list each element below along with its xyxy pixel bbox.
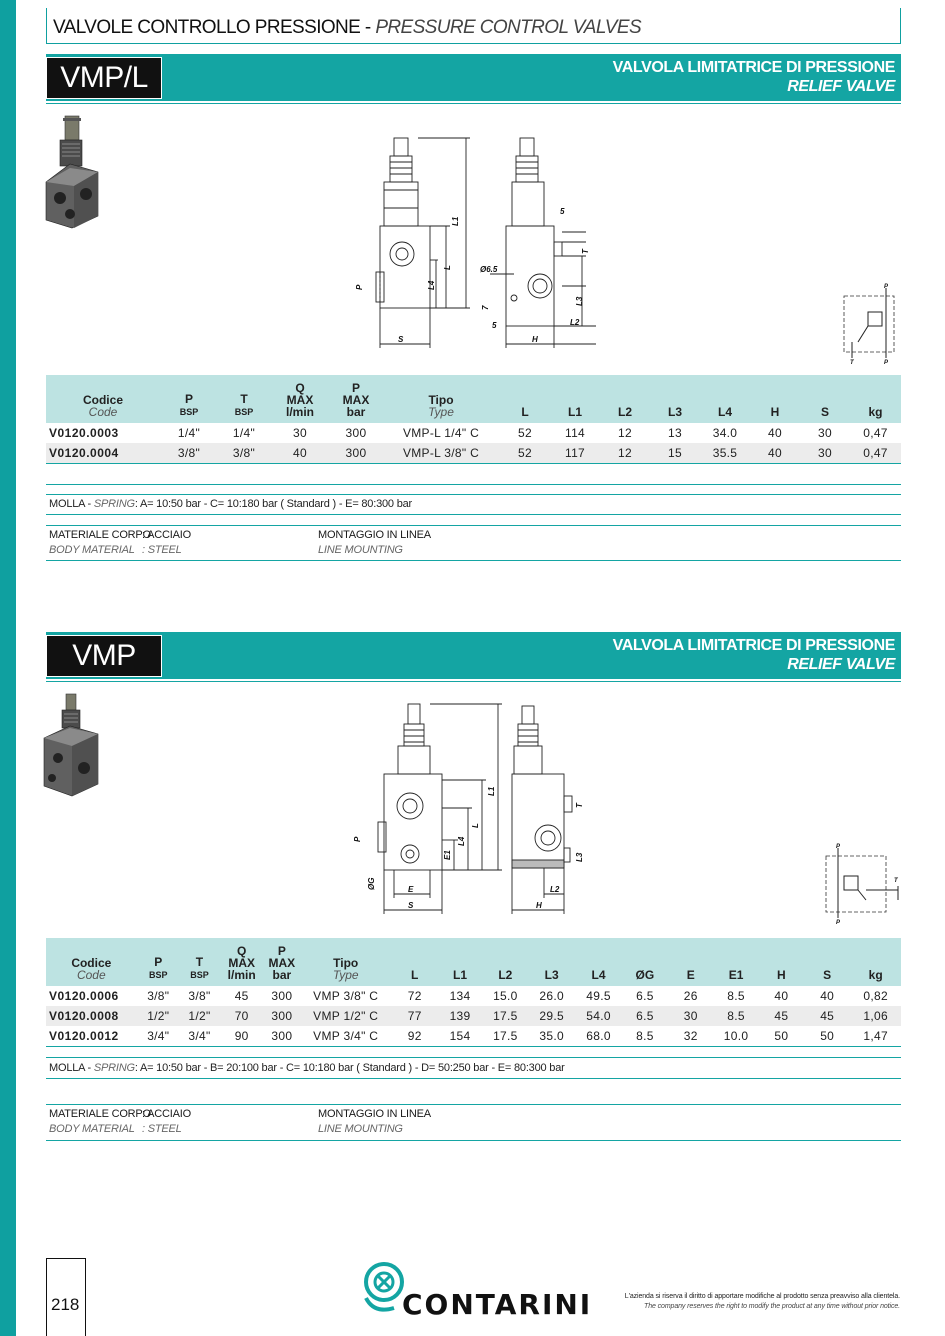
dim-label: L2 bbox=[550, 885, 560, 894]
technical-drawing-vmp bbox=[350, 700, 600, 918]
divider bbox=[46, 1057, 901, 1058]
page-header bbox=[46, 8, 901, 44]
col-header: S bbox=[804, 938, 850, 986]
material-info: MATERIALE CORPO : ACCIAIO BODY MATERIAL : STEEL MONTAGGIO IN LINEA LINE MOUNTING bbox=[49, 529, 431, 556]
col-header: L2 bbox=[483, 938, 528, 986]
col-header: Tipo Type bbox=[299, 938, 392, 986]
side-accent-strip bbox=[0, 0, 16, 1336]
col-header: L4 bbox=[575, 938, 621, 986]
divider bbox=[46, 1078, 901, 1079]
col-header: L1 bbox=[550, 375, 600, 423]
divider bbox=[46, 494, 901, 495]
col-header: Q MAX l/min bbox=[219, 938, 264, 986]
dim-label: E bbox=[408, 885, 414, 894]
table-row: V0120.0003 1/4" 1/4" 30 300 VMP-L 1/4" C 52 114 12 13 34.0 40 30 0,47 bbox=[49, 426, 888, 440]
hydraulic-symbol-vmp bbox=[820, 842, 904, 926]
col-header: P MAX bar bbox=[264, 938, 299, 986]
dim-label: Ø6.5 bbox=[480, 265, 498, 274]
col-header: L3 bbox=[650, 375, 700, 423]
col-header: L1 bbox=[437, 938, 482, 986]
divider bbox=[46, 560, 901, 561]
dim-label: ØG bbox=[367, 877, 376, 890]
port-label: P bbox=[884, 360, 889, 366]
dim-label: 5 bbox=[492, 321, 497, 330]
port-label: T bbox=[894, 878, 898, 884]
model-label: VMP bbox=[46, 635, 162, 677]
divider bbox=[46, 514, 901, 515]
divider bbox=[46, 484, 901, 485]
col-header: kg bbox=[850, 375, 901, 423]
dim-label: L4 bbox=[427, 280, 436, 290]
col-header: H bbox=[750, 375, 800, 423]
dim-label: T bbox=[575, 803, 584, 808]
section-title: VALVOLA LIMITATRICE DI PRESSIONE RELIEF VALVE bbox=[612, 637, 895, 673]
dim-label: L1 bbox=[487, 786, 496, 796]
col-header: L4 bbox=[700, 375, 750, 423]
divider bbox=[46, 681, 901, 682]
dim-label: P bbox=[355, 284, 364, 290]
divider bbox=[46, 1104, 901, 1105]
table-row: V0120.0006 3/8" 3/8" 45 300 VMP 3/8" C 72 134 15.0 26.0 49.5 6.5 26 8.5 40 40 0,82 bbox=[49, 989, 888, 1003]
dim-label: H bbox=[532, 335, 538, 344]
technical-drawing-vmpl bbox=[350, 130, 600, 350]
brand-name: CONTARINI bbox=[402, 1288, 593, 1321]
section-band-vmp bbox=[46, 632, 901, 679]
port-label: P bbox=[836, 920, 841, 926]
col-header: L3 bbox=[528, 938, 575, 986]
dim-label: S bbox=[398, 335, 404, 344]
page-title: VALVOLE CONTROLLO PRESSIONE - PRESSURE CONTROL VALVES bbox=[53, 17, 642, 38]
spec-table-vmp bbox=[46, 938, 901, 1047]
dim-label: L2 bbox=[570, 318, 580, 327]
product-photo-vmpl bbox=[40, 112, 106, 232]
col-header: L bbox=[500, 375, 550, 423]
dim-label: L bbox=[471, 823, 480, 828]
col-header: E bbox=[668, 938, 713, 986]
table-row: V0120.0004 3/8" 3/8" 40 300 VMP-L 3/8" C 52 117 12 15 35.5 40 30 0,47 bbox=[46, 443, 901, 463]
col-header: ØG bbox=[622, 938, 668, 986]
col-header: E1 bbox=[713, 938, 758, 986]
col-header: P BSP bbox=[137, 938, 180, 986]
col-header: kg bbox=[850, 938, 901, 986]
divider bbox=[46, 1140, 901, 1141]
material-info: MATERIALE CORPO : ACCIAIO BODY MATERIAL : STEEL MONTAGGIO IN LINEA LINE MOUNTING bbox=[49, 1108, 431, 1135]
col-header: T BSP bbox=[180, 938, 219, 986]
col-header: Q MAX l/min bbox=[270, 375, 330, 423]
col-header: T BSP bbox=[218, 375, 270, 423]
section-band-vmpl bbox=[46, 54, 901, 101]
spring-note: MOLLA - SPRING: A= 10:50 bar - C= 10:180 bar ( Standard ) - E= 80:300 bar bbox=[49, 498, 412, 510]
col-header: Codice Code bbox=[46, 375, 160, 423]
col-header: L bbox=[392, 938, 437, 986]
brand-logo-icon bbox=[360, 1258, 408, 1316]
col-header: P BSP bbox=[160, 375, 218, 423]
col-header: Tipo Type bbox=[382, 375, 500, 423]
dim-label: T bbox=[581, 249, 590, 254]
dim-label: L bbox=[443, 265, 452, 270]
disclaimer: L'azienda si riserva il diritto di apportare modifiche al prodotto senza preavviso alla clientela. The company reserves the right to modify the product at any time without prior notice. bbox=[624, 1293, 900, 1310]
divider bbox=[46, 525, 901, 526]
port-label: T bbox=[850, 360, 854, 366]
spring-note: MOLLA - SPRING: A= 10:50 bar - B= 20:100 bar - C= 10:180 bar ( Standard ) - D= 50:250 bar - E= 80:300 bar bbox=[49, 1062, 565, 1074]
col-header: P MAX bar bbox=[330, 375, 382, 423]
dim-label: 7 bbox=[481, 305, 490, 310]
table-row: V0120.0012 3/4" 3/4" 90 300 VMP 3/4" C 92 154 17.5 35.0 68.0 8.5 32 10.0 50 50 1,47 bbox=[46, 1026, 901, 1046]
product-photo-vmp bbox=[38, 690, 106, 800]
model-label: VMP/L bbox=[46, 57, 162, 99]
dim-label: S bbox=[408, 901, 414, 910]
dim-label: H bbox=[536, 901, 542, 910]
dim-label: L3 bbox=[575, 852, 584, 862]
table-row: V0120.0008 1/2" 1/2" 70 300 VMP 1/2" C 77 139 17.5 29.5 54.0 6.5 30 8.5 45 45 1,06 bbox=[46, 1006, 901, 1026]
spec-table-vmpl bbox=[46, 375, 901, 464]
dim-label: L1 bbox=[451, 216, 460, 226]
dim-label: L4 bbox=[457, 836, 466, 846]
col-header: L2 bbox=[600, 375, 650, 423]
dim-label: E1 bbox=[443, 850, 452, 860]
col-header: H bbox=[759, 938, 804, 986]
dim-label: 5 bbox=[560, 207, 565, 216]
dim-label: P bbox=[353, 836, 362, 842]
hydraulic-symbol-vmpl bbox=[838, 282, 900, 366]
divider bbox=[46, 103, 901, 104]
col-header: Codice Code bbox=[46, 938, 137, 986]
dim-label: L3 bbox=[575, 296, 584, 306]
port-label: P bbox=[884, 284, 889, 290]
col-header: S bbox=[800, 375, 850, 423]
section-title: VALVOLA LIMITATRICE DI PRESSIONE RELIEF VALVE bbox=[612, 59, 895, 95]
port-label: P bbox=[836, 844, 841, 850]
page-number: 218 bbox=[46, 1258, 86, 1336]
